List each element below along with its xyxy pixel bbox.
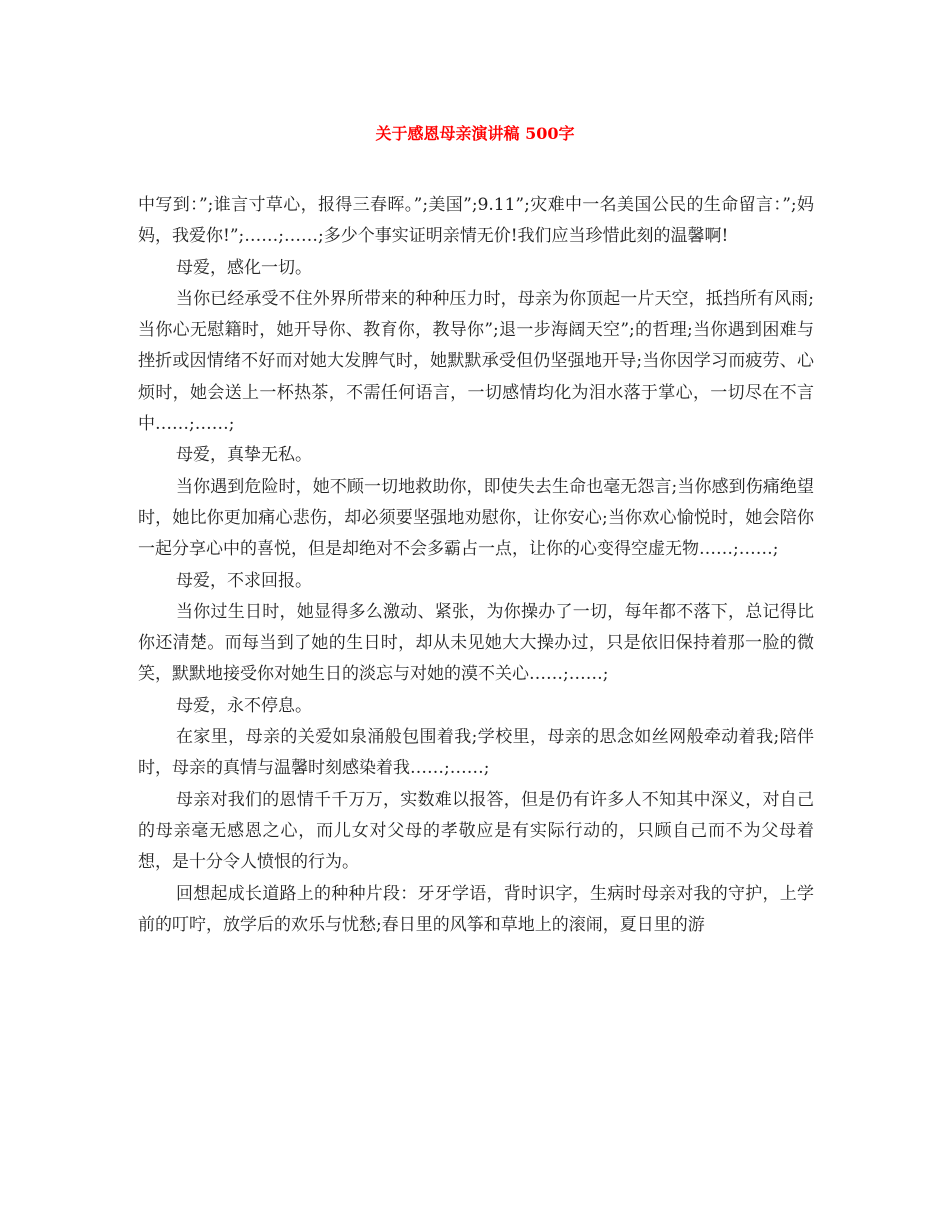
paragraph-gratitude: 母亲对我们的恩情千千万万，实数难以报答，但是仍有许多人不知其中深义，对自己的母亲毫无感恩之心，而儿女对父母的孝敬应是有实际行动的，只顾自己而不为父母着想，是十分令人愤恨的行为。	[138, 789, 814, 873]
document-body	[138, 190, 814, 941]
paragraph-heading-touch-all: 母爱，感化一切。	[176, 257, 312, 278]
paragraph-home-school: 在家里，母亲的关爱如泉涌般包围着我;学校里，母亲的思念如丝网般牵动着我;陪伴时，母亲的真情与温馨时刻感染着我……;……;	[138, 727, 814, 779]
paragraph-danger: 当你遇到危险时，她不顾一切地救助你，即使失去生命也毫无怨言;当你感到伤痛绝望时，她比你更加痛心悲伤，却必须要坚强地劝慰你，让你安心;当你欢心愉悦时，她会陪你一起分享心中的喜悦，但是却绝对不会多霸占一点，让你的心变得空虚无物……;……;	[138, 476, 814, 560]
paragraph-heading-sincere: 母爱，真挚无私。	[176, 445, 312, 466]
paragraph-pressure: 当你已经承受不住外界所带来的种种压力时，母亲为你顶起一片天空，抵挡所有风雨;当你心无慰籍时，她开导你、教育你，教导你”;退一步海阔天空”;的哲理;当你遇到困难与挫折或因情绪不好而对她大发脾气时，她默默承受但仍坚强地开导;当你因学习而疲劳、心烦时，她会送上一杯热茶，不需任何语言，一切感情均化为泪水落于掌心，一切尽在不言中……;……;	[138, 288, 814, 435]
paragraph-continued-quote: 中写到：”;谁言寸草心，报得三春晖。”;美国”;9.11”;灾难中一名美国公民的生命留言：”;妈妈，我爱你!”;……;……;多少个事实证明亲情无价!我们应当珍惜此刻的温馨啊!	[138, 195, 814, 247]
document-title: 关于感恩母亲演讲稿 500字	[375, 124, 575, 143]
paragraph-memories: 回想起成长道路上的种种片段：牙牙学语，背时识字，生病时母亲对我的守护，上学前的叮咛，放学后的欢乐与忧愁;春日里的风筝和草地上的滚闹，夏日里的游	[138, 883, 814, 935]
paragraph-heading-never-stop: 母爱，永不停息。	[176, 695, 312, 716]
paragraph-birthday: 当你过生日时，她显得多么激动、紧张，为你操办了一切，每年都不落下，总记得比你还清楚。而每当到了她的生日时，却从未见她大大操办过，只是依旧保持着那一脸的微笑，默默地接受你对她生日的淡忘与对她的漠不关心……;……;	[138, 601, 814, 685]
paragraph-heading-no-return: 母爱，不求回报。	[176, 570, 312, 591]
